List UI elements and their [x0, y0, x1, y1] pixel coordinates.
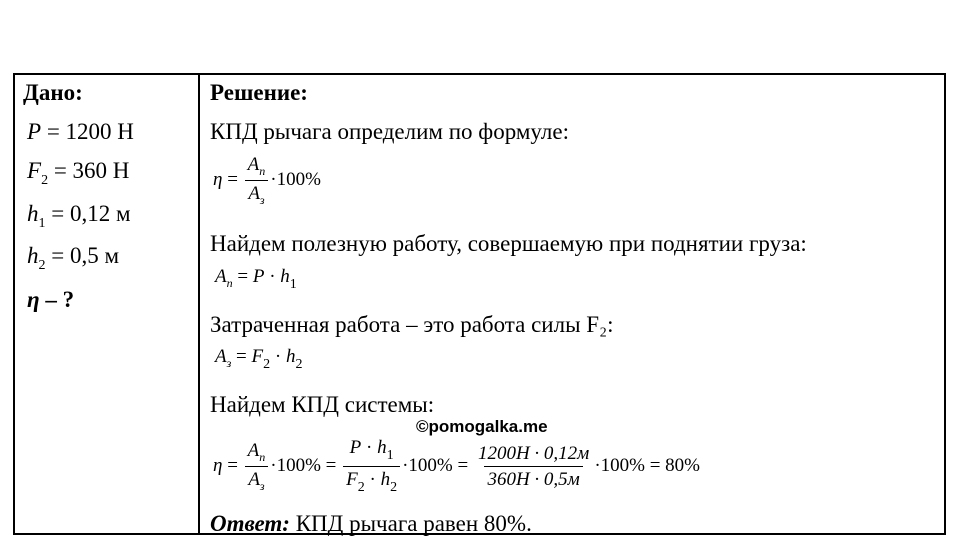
solution-line-formula-intro: КПД рычага определим по формуле:: [210, 119, 569, 144]
column-divider: [198, 75, 200, 533]
given-item-height2: $h_2 = 0,5$ м: [27, 243, 120, 273]
given-item-force: $F_2 = 360$ Н: [27, 158, 130, 188]
given-item-weight: P = 1200 Н: [27, 119, 134, 144]
solution-line-useful-work: Найдем полезную работу, совершаемую при поднятии груза:: [210, 231, 807, 256]
efficiency-fraction: $\frac{A_п}{A_з}$: [245, 155, 269, 206]
final-calculation: η = $\frac{A_п}{A_з}$ ·100% = $\frac{P \cdot h_1}{F_2 \cdot h_2}$ ·100% = $\frac{1200H \cdot 0,12м}{360H \cdot 0,5м}$ ·100% = 80%: [213, 437, 701, 495]
answer-line: Ответ: КПД рычага равен 80%.: [210, 511, 532, 536]
solution-header: Решение:: [210, 80, 308, 105]
final-fraction-symbolic: $\frac{A_п}{A_з}$: [245, 441, 269, 492]
final-fraction-values: $\frac{1200H \cdot 0,12м}{360H \cdot 0,5м}$: [477, 442, 590, 490]
useful-work-formula: $A_п = P \cdot h_1$: [215, 266, 297, 292]
watermark: ©pomogalka.me: [416, 417, 548, 436]
efficiency-formula: η = $\frac{A_п}{A_з}$ ·100%: [213, 154, 321, 207]
spent-work-formula: $A_з = F_2 \cdot h_2$: [215, 346, 303, 372]
solution-line-system-efficiency: Найдем КПД системы:: [210, 392, 435, 417]
final-fraction-variables: $\frac{P \cdot h_1}{F_2 \cdot h_2}$: [343, 438, 400, 495]
task-table: [13, 73, 946, 535]
given-header: Дано:: [23, 80, 83, 105]
given-unknown: η – ?: [27, 287, 75, 312]
solution-line-spent-work: Затраченная работа – это работа силы F₂:: [210, 312, 614, 337]
given-item-height1: $h_1 = 0,12$ м: [27, 201, 131, 231]
